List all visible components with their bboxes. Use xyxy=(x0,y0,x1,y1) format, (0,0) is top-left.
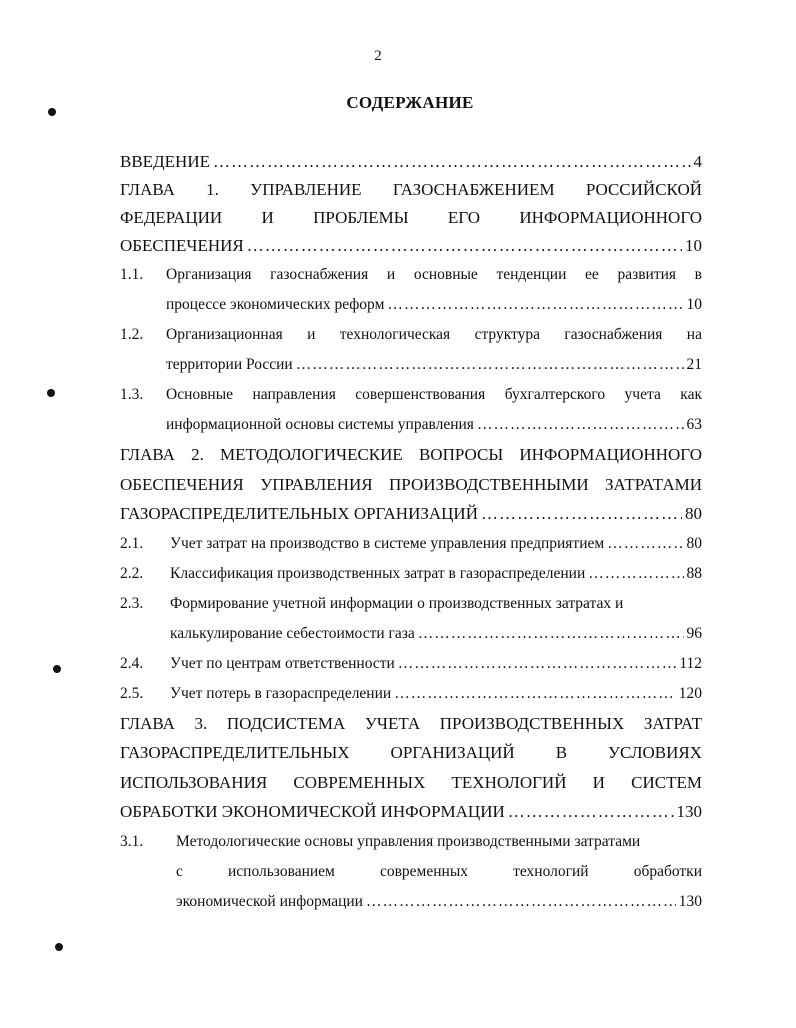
toc-subentry-cont: экономической информации ………………………………………………………………………………………………………………………………………………………………………………… 130 xyxy=(176,887,702,917)
toc-subentry[interactable]: 1.3. Основные направления совершенствования бухгалтерского учета как xyxy=(120,386,702,403)
toc-chapter-heading-end: ОБЕСПЕЧЕНИЯ ………………………………………………………………………………………………………………………………………………………………………………… 10 xyxy=(120,232,702,260)
toc-chapter-heading: ФЕДЕРАЦИИ И ПРОБЛЕМЫ ЕГО ИНФОРМАЦИОННОГО xyxy=(120,208,702,227)
table-of-contents xyxy=(120,148,702,917)
margin-dot xyxy=(47,389,55,397)
toc-subentry-cont: калькулирование себестоимости газа ………………………………………………………………………………………………………………………………………………………………………………… 96 xyxy=(170,619,702,649)
toc-subentry[interactable]: 2.3. Формирование учетной информации о производственных затратах и xyxy=(120,594,624,612)
margin-dot xyxy=(53,665,61,673)
toc-subentry-cont: с использованием современных технологий обработки xyxy=(176,862,702,880)
toc-subentry[interactable]: 2.4. Учет по центрам ответственности ………………………………………………………………………………………………………………………………………………………………………………… 112 xyxy=(120,649,702,679)
toc-subentry[interactable]: 2.2. Классификация производственных затрат в газораспределении ………………………………………………………………………………………………………………………………………………………………………………… 88 xyxy=(120,559,702,589)
toc-entry-page: 4 xyxy=(693,152,702,171)
toc-subentry-cont: информационной основы системы управления ………………………………………………………………………………………………………………………………………………………………………………… 63 xyxy=(166,410,702,440)
toc-entry-page: 130 xyxy=(676,802,702,821)
toc-chapter-heading[interactable]: ГЛАВА 1. УПРАВЛЕНИЕ ГАЗОСНАБЖЕНИЕМ РОССИЙСКОЙ xyxy=(120,180,702,199)
toc-subentry[interactable]: 2.1. Учет затрат на производство в системе управления предприятием ………………………………………………………………………………………………………………………………………………………………………………… 80 xyxy=(120,529,702,559)
toc-chapter-heading[interactable]: ГЛАВА 3. ПОДСИСТЕМА УЧЕТА ПРОИЗВОДСТВЕННЫХ ЗАТРАТ xyxy=(120,713,702,733)
toc-subentry[interactable]: 3.1. Методологические основы управления производственными затратами xyxy=(120,832,641,850)
page-number: 2 xyxy=(374,48,382,64)
toc-entry-page: 10 xyxy=(685,236,702,255)
toc-subentry[interactable]: 1.2. Организационная и технологическая структура газоснабжения на xyxy=(120,326,702,343)
toc-chapter-heading: ГАЗОРАСПРЕДЕЛИТЕЛЬНЫХ ОРГАНИЗАЦИЙ В УСЛОВИЯХ xyxy=(120,743,702,762)
toc-chapter-heading-end: ОБРАБОТКИ ЭКОНОМИЧЕСКОЙ ИНФОРМАЦИИ ………………………………………………………………………………………………………………………………………………………………………………… 130 xyxy=(120,797,702,827)
toc-chapter-heading-end: ГАЗОРАСПРЕДЕЛИТЕЛЬНЫХ ОРГАНИЗАЦИЙ ………………………………………………………………………………………………………………………………………………………………………………… 80 xyxy=(120,499,702,529)
toc-subentry[interactable]: 2.5. Учет потерь в газораспределении ………………………………………………………………………………………………………………………………………………………………………………… 120 xyxy=(120,679,702,709)
toc-entry-label: ВВЕДЕНИЕ xyxy=(120,152,210,171)
toc-chapter-heading: ИСПОЛЬЗОВАНИЯ СОВРЕМЕННЫХ ТЕХНОЛОГИЙ И СИСТЕМ xyxy=(120,772,702,792)
toc-entry-page: 80 xyxy=(685,504,702,523)
toc-chapter-heading[interactable]: ГЛАВА 2. МЕТОДОЛОГИЧЕСКИЕ ВОПРОСЫ ИНФОРМАЦИОННОГО xyxy=(120,445,702,464)
toc-subentry-cont: территории России ………………………………………………………………………………………………………………………………………………………………………………… 21 xyxy=(166,350,702,380)
page-title: СОДЕРЖАНИЕ xyxy=(346,93,474,112)
margin-dot xyxy=(55,943,63,951)
toc-subentry[interactable]: 1.1. Организация газоснабжения и основные тенденции ее развития в xyxy=(120,266,702,283)
toc-entry-intro[interactable] xyxy=(120,148,702,176)
toc-subentry-cont: процессе экономических реформ ………………………………………………………………………………………………………………………………………………………………………………… 10 xyxy=(166,290,702,320)
toc-chapter-heading: ОБЕСПЕЧЕНИЯ УПРАВЛЕНИЯ ПРОИЗВОДСТВЕННЫМИ ЗАТРАТАМИ xyxy=(120,474,702,494)
